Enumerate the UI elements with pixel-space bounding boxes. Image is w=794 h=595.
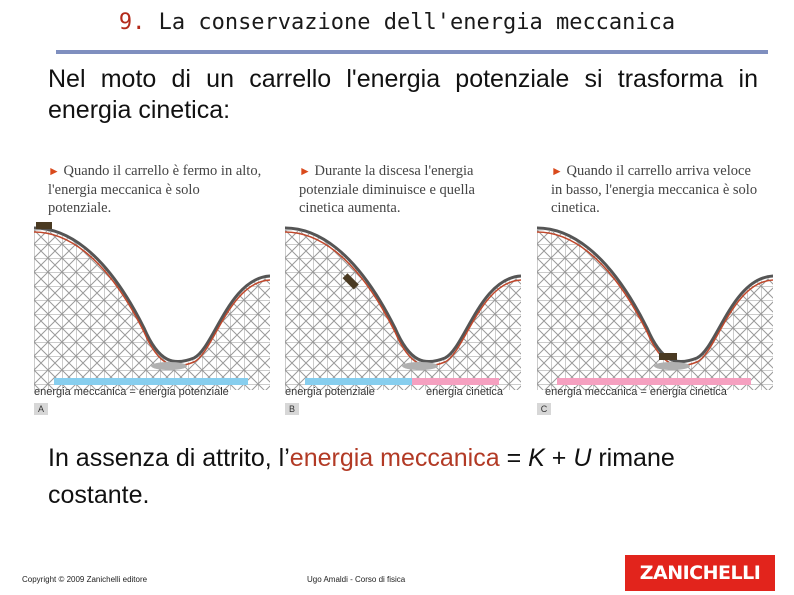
panel-c	[537, 160, 773, 418]
intro-text: Nel moto di un carrello l'energia potenziale si trasforma in energia cinetica:	[48, 65, 758, 124]
kinetic-energy-bar	[557, 378, 751, 385]
arrow-icon: ►	[299, 164, 311, 178]
caption-b	[299, 162, 513, 218]
kinetic-energy-bar	[412, 378, 499, 385]
label-b-left: energia potenziale	[285, 386, 375, 398]
conclusion-equals: =	[499, 444, 529, 472]
panel-b	[285, 160, 521, 418]
footer-course: Ugo Amaldi - Corso di fisica	[307, 575, 406, 584]
caption-a-text: Quando il carrello è fermo in alto, l'energia meccanica è solo potenziale.	[48, 163, 262, 216]
slide-title	[0, 10, 794, 35]
label-b-right: energia cinetica	[426, 386, 504, 398]
cart-icon	[659, 353, 677, 360]
potential-energy-bar	[54, 378, 248, 385]
letter-b: B	[285, 403, 299, 415]
caption-c-text: Quando il carrello arriva veloce in basso, l'energia meccanica è solo cinetica.	[551, 163, 758, 216]
cart-icon	[36, 222, 52, 229]
caption-b-text: Durante la discesa l'energia potenziale diminuisce e quella cinetica aumenta.	[299, 163, 475, 216]
conclusion-highlight: energia meccanica	[289, 444, 500, 472]
panel-a	[34, 160, 270, 418]
letter-c: C	[537, 403, 551, 415]
label-a: energia meccanica = energia potenziale	[34, 386, 229, 398]
slide-number: 9.	[118, 10, 146, 35]
footer-copyright: Copyright © 2009 Zanichelli editore	[22, 575, 148, 584]
arrow-icon: ►	[48, 164, 60, 178]
caption-c	[551, 162, 765, 218]
zanichelli-logo: ZANICHELLI	[625, 555, 775, 591]
conclusion-part-3: rimane costante.	[48, 444, 675, 509]
symbol-u: U	[573, 444, 592, 472]
potential-energy-bar	[305, 378, 412, 385]
conclusion-part-1: In assenza di attrito, l’	[48, 444, 290, 472]
conclusion-text	[48, 440, 768, 514]
caption-a	[48, 162, 262, 218]
arrow-icon: ►	[551, 164, 563, 178]
slide-title-text: La conservazione dell'energia meccanica	[158, 10, 676, 35]
label-c: energia meccanica = energia cinetica	[545, 386, 727, 398]
title-underline	[56, 50, 768, 54]
letter-a: A	[34, 403, 48, 415]
conclusion-plus: +	[544, 444, 574, 472]
symbol-k: K	[528, 444, 545, 472]
